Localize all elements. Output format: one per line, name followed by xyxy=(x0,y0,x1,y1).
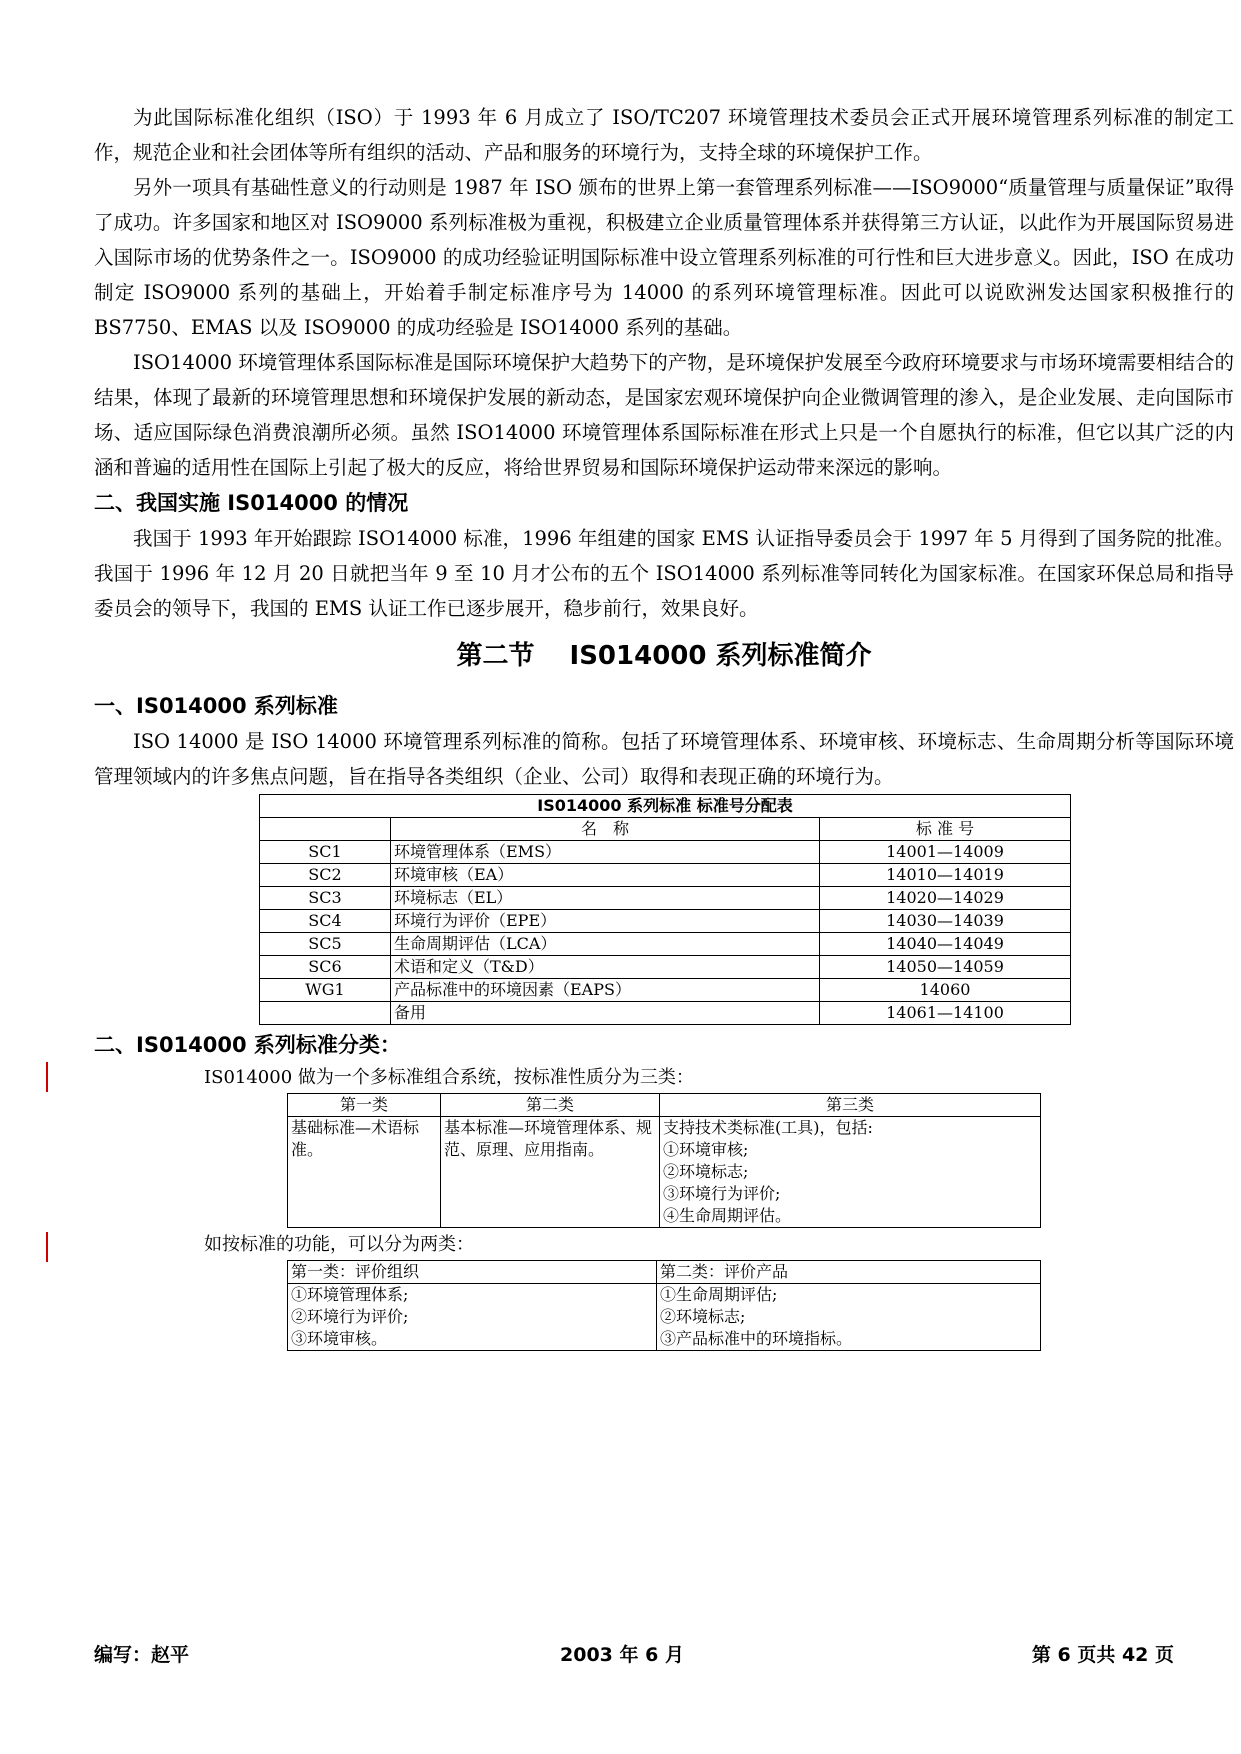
table-header-row xyxy=(288,1094,1041,1117)
table-row xyxy=(260,841,1071,864)
row-number: 14030—14039 xyxy=(820,910,1071,933)
class-3-line: ①环境审核; xyxy=(663,1140,749,1159)
row-name: 术语和定义（T&D） xyxy=(391,956,820,979)
evaluate-org-cell xyxy=(288,1284,657,1351)
header-class-3: 第三类 xyxy=(660,1094,1041,1117)
classification-by-nature-table xyxy=(287,1093,1041,1228)
standard-number-table xyxy=(259,794,1071,1025)
table-row xyxy=(260,979,1071,1002)
evaluate-product-line: ①生命周期评估; xyxy=(660,1285,778,1304)
row-code: SC1 xyxy=(260,841,391,864)
evaluate-org-line: ③环境审核。 xyxy=(291,1329,388,1348)
page-footer xyxy=(94,1640,1174,1670)
evaluate-org-line: ②环境行为评价; xyxy=(291,1307,409,1326)
footer-date: 2003 年 6 月 xyxy=(560,1644,684,1666)
row-code: SC2 xyxy=(260,864,391,887)
heading-china-implementation: 二、我国实施 IS014000 的情况 xyxy=(94,491,409,515)
row-code xyxy=(260,1002,391,1025)
document-page xyxy=(94,100,1234,1351)
class-1-text: 基础标准—术语标准。 xyxy=(291,1118,420,1159)
paragraph-iso9000: 另外一项具有基础性意义的行动则是 1987 年 ISO 颁布的世界上第一套管理系列标准——ISO9000“质量管理与质量保证”取得了成功。许多国家和地区对 ISO9000 系列标准极为重视，积极建立企业质量管理体系并获得第三方认证，以此作为开展国际贸易进入国际市场的优势条件之一。ISO9000 的成功经验证明国际标准中设立管理系列标准的可行性和巨大进步意义。因此，ISO 在成功制定 ISO9000 系列的基础上，开始着手制定标准序号为 14000 的系列环境管理标准。因此可以说欧洲发达国家积极推行的 BS7750、EMAS 以及 ISO9000 的成功经验是 ISO14000 系列的基础。 xyxy=(94,176,1234,339)
header-class-2: 第二类 xyxy=(441,1094,660,1117)
header-class-1: 第一类 xyxy=(288,1094,441,1117)
class-3-line: ③环境行为评价; xyxy=(663,1184,781,1203)
header-code-cell xyxy=(260,818,391,841)
row-name: 环境行为评价（EPE） xyxy=(391,910,820,933)
header-evaluate-org: 第一类：评价组织 xyxy=(288,1261,657,1284)
heading-series-standard: 一、IS014000 系列标准 xyxy=(94,694,338,718)
table-row xyxy=(260,864,1071,887)
class-3-line: 支持技术类标准(工具)，包括: xyxy=(663,1118,873,1137)
revision-mark xyxy=(46,1232,48,1262)
class-1-cell xyxy=(288,1117,441,1228)
class-3-cell xyxy=(660,1117,1041,1228)
revision-mark xyxy=(46,1062,48,1092)
footer-page-number: 第 6 页共 42 页 xyxy=(1031,1644,1174,1666)
row-number: 14050—14059 xyxy=(820,956,1071,979)
table-row xyxy=(260,887,1071,910)
row-number: 14010—14019 xyxy=(820,864,1071,887)
section-title: 第二节 IS014000 系列标准简介 xyxy=(456,641,872,671)
row-name: 环境标志（EL） xyxy=(391,887,820,910)
row-number: 14060 xyxy=(820,979,1071,1002)
row-number: 14061—14100 xyxy=(820,1002,1071,1025)
row-name: 环境管理体系（EMS） xyxy=(391,841,820,864)
table-row xyxy=(288,1117,1041,1228)
footer-author: 编写：赵平 xyxy=(94,1644,190,1666)
evaluate-product-cell xyxy=(657,1284,1041,1351)
class-2-cell xyxy=(441,1117,660,1228)
intro-by-function: 如按标准的功能，可以分为两类： xyxy=(204,1234,474,1255)
row-number: 14020—14029 xyxy=(820,887,1071,910)
evaluate-product-line: ③产品标准中的环境指标。 xyxy=(660,1329,853,1348)
row-number: 14040—14049 xyxy=(820,933,1071,956)
table-row xyxy=(260,1002,1071,1025)
table-row xyxy=(260,910,1071,933)
header-number-cell: 标 准 号 xyxy=(820,818,1071,841)
row-name: 环境审核（EA） xyxy=(391,864,820,887)
evaluate-org-line: ①环境管理体系; xyxy=(291,1285,409,1304)
row-code: WG1 xyxy=(260,979,391,1002)
table-row xyxy=(288,1284,1041,1351)
header-name-cell: 名 称 xyxy=(391,818,820,841)
paragraph-china: 我国于 1993 年开始跟踪 ISO14000 标准，1996 年组建的国家 EMS 认证指导委员会于 1997 年 5 月得到了国务院的批准。我国于 1996 年 12 月 20 日就把当年 9 至 10 月才公布的五个 ISO14000 系列标准等同转化为国家标准。在国家环保总局和指导委员会的领导下，我国的 EMS 认证工作已逐步展开，稳步前行，效果良好。 xyxy=(94,527,1234,620)
table-header-row xyxy=(260,818,1071,841)
class-2-text: 基本标准—环境管理体系、规范、原理、应用指南。 xyxy=(444,1118,653,1159)
class-3-line: ④生命周期评估。 xyxy=(663,1206,792,1225)
table-header-row xyxy=(288,1261,1041,1284)
row-number: 14001—14009 xyxy=(820,841,1071,864)
intro-by-nature: IS014000 做为一个多标准组合系统，按标准性质分为三类： xyxy=(204,1067,694,1088)
paragraph-iso-tc207: 为此国际标准化组织（ISO）于 1993 年 6 月成立了 ISO/TC207 环境管理技术委员会正式开展环境管理系列标准的制定工作，规范企业和社会团体等所有组织的活动、产品和服务的环境行为，支持全球的环境保护工作。 xyxy=(94,106,1234,164)
row-name: 备用 xyxy=(391,1002,820,1025)
paragraph-series-intro: ISO 14000 是 ISO 14000 环境管理系列标准的简称。包括了环境管理体系、环境审核、环境标志、生命周期分析等国际环境管理领域内的许多焦点问题，旨在指导各类组织（企业、公司）取得和表现正确的环境行为。 xyxy=(94,730,1234,788)
table-caption: IS014000 系列标准 标准号分配表 xyxy=(260,795,1071,818)
table-row xyxy=(260,956,1071,979)
row-code: SC5 xyxy=(260,933,391,956)
evaluate-product-line: ②环境标志; xyxy=(660,1307,746,1326)
header-evaluate-product: 第二类：评价产品 xyxy=(657,1261,1041,1284)
class-3-line: ②环境标志; xyxy=(663,1162,749,1181)
heading-series-classification: 二、IS014000 系列标准分类： xyxy=(94,1033,401,1057)
classification-by-function-table xyxy=(287,1260,1041,1351)
table-row xyxy=(260,933,1071,956)
row-name: 生命周期评估（LCA） xyxy=(391,933,820,956)
paragraph-iso14000-product: ISO14000 环境管理体系国际标准是国际环境保护大趋势下的产物，是环境保护发展至今政府环境要求与市场环境需要相结合的结果，体现了最新的环境管理思想和环境保护发展的新动态，是国家宏观环境保护向企业微调管理的渗入，是企业发展、走向国际市场、适应国际绿色消费浪潮所必须。虽然 ISO14000 环境管理体系国际标准在形式上只是一个自愿执行的标准，但它以其广泛的内涵和普遍的适用性在国际上引起了极大的反应，将给世界贸易和国际环境保护运动带来深远的影响。 xyxy=(94,351,1234,479)
row-name: 产品标准中的环境因素（EAPS） xyxy=(391,979,820,1002)
row-code: SC3 xyxy=(260,887,391,910)
row-code: SC4 xyxy=(260,910,391,933)
row-code: SC6 xyxy=(260,956,391,979)
